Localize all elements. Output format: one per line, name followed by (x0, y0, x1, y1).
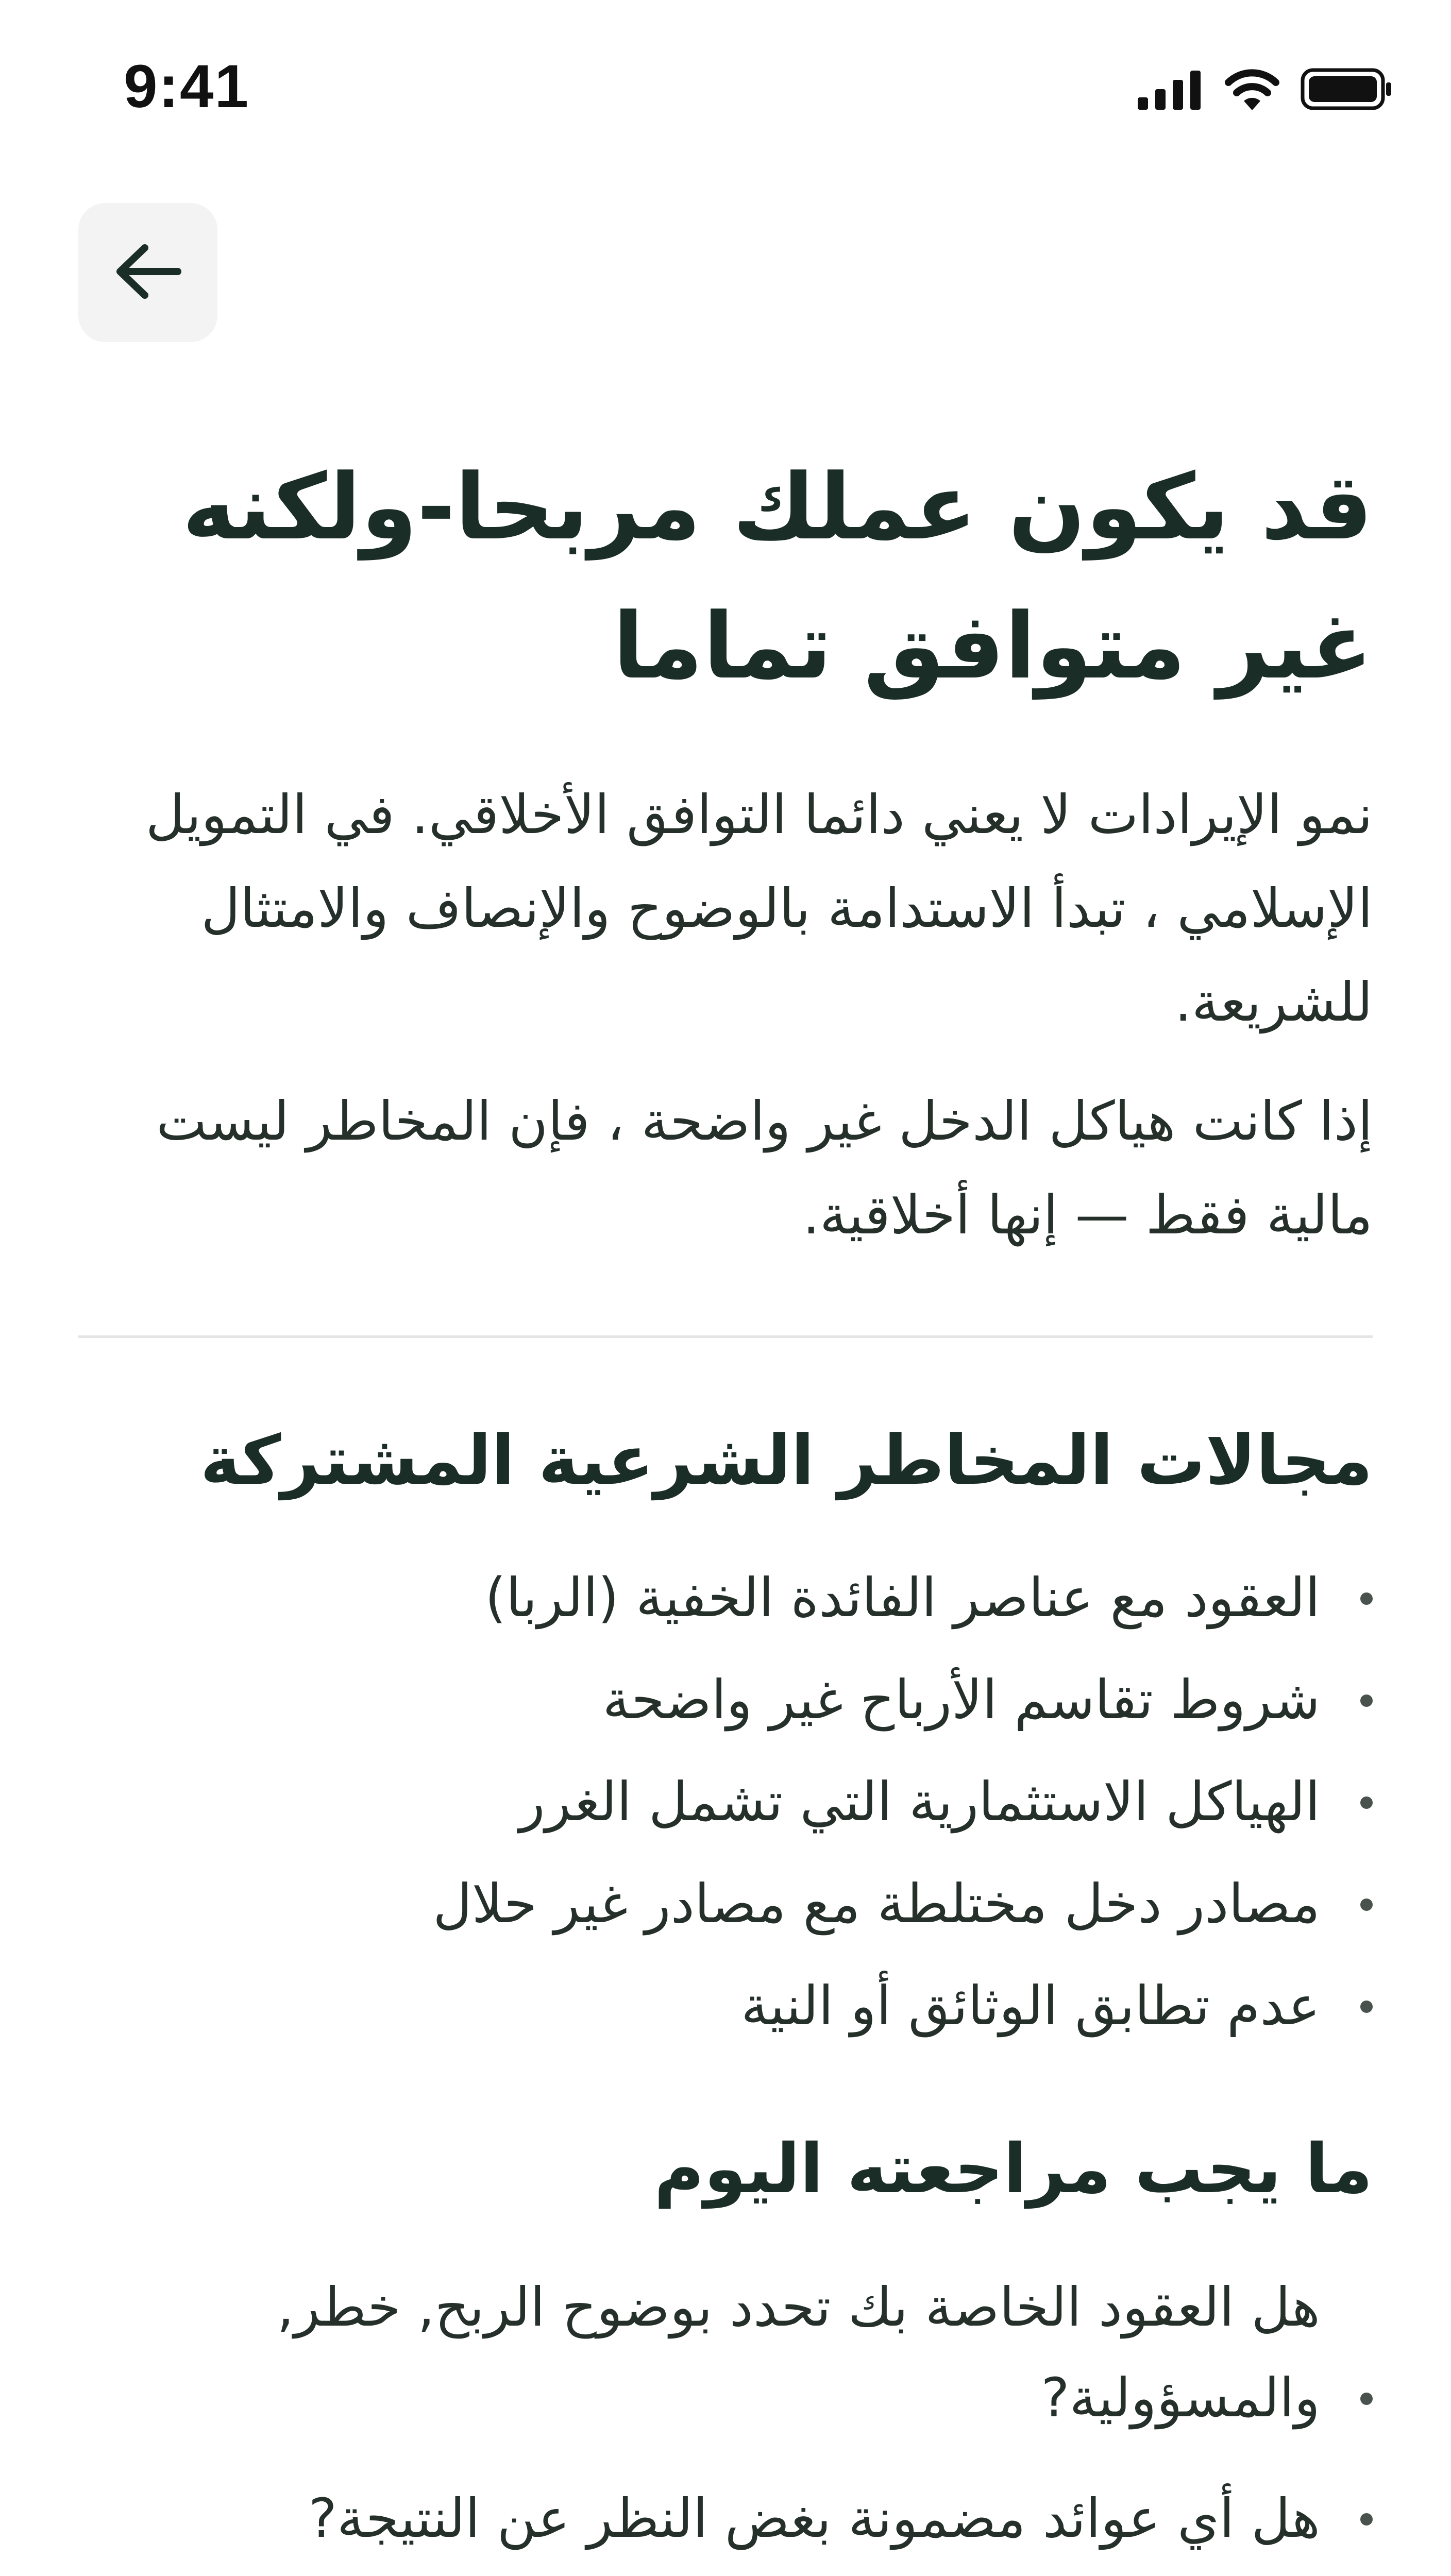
list-item: هل أي عوائد مضمونة بغض النظر عن النتيجة? (78, 2473, 1373, 2564)
cellular-signal-icon (1138, 69, 1204, 112)
divider (78, 1335, 1373, 1338)
risk-list (78, 1547, 1373, 2057)
list-item: هل العقود الخاصة بك تحدد بوضوح الربح, خطر, والمسؤولية? (78, 2262, 1373, 2443)
bullet-dot (1360, 1899, 1373, 1911)
bullet-dot (1360, 1694, 1373, 1707)
status-time: 9:41 (124, 53, 250, 121)
wifi-icon (1223, 67, 1281, 113)
review-section-title: ما يجب مراجعته اليوم (654, 2129, 1373, 2209)
status-icons (1138, 62, 1393, 118)
intro-paragraph-2: إذا كانت هياكل الدخل غير واضحة ، فإن المخاطر ليست مالية فقط — إنها أخلاقية. (156, 1090, 1373, 1246)
bullet-dot (1360, 2513, 1373, 2526)
battery-icon (1301, 67, 1393, 113)
list-item: شروط تقاسم الأرباح غير واضحة (78, 1649, 1373, 1751)
intro-paragraph-1: نمو الإيرادات لا يعني دائما التوافق الأخلاقي. في التمويل الإسلامي ، تبدأ الاستدامة بالوضوح والإنصاف والامتثال للشريعة. (145, 783, 1373, 1033)
review-list (78, 2262, 1373, 2576)
bullet-dot (1360, 1797, 1373, 1809)
bullet-dot (1360, 2001, 1373, 2013)
status-bar (0, 0, 1451, 170)
list-item: عدم تطابق الوثائق أو النية (78, 1955, 1373, 2057)
bullet-dot (1360, 1592, 1373, 1605)
list-item: الهياكل الاستثمارية التي تشمل الغرر (78, 1751, 1373, 1853)
arrow-left-icon (112, 241, 184, 304)
page-title: قد يكون عملك مربحا-ولكنه غير متوافق تماما (182, 454, 1373, 699)
bullet-dot (1360, 2393, 1373, 2405)
list-item: مصادر دخل مختلطة مع مصادر غير حلال (78, 1853, 1373, 1955)
risk-section-title: مجالات المخاطر الشرعية المشتركة (200, 1421, 1373, 1500)
list-item: العقود مع عناصر الفائدة الخفية (الربا) (78, 1547, 1373, 1649)
back-button[interactable] (78, 203, 217, 342)
